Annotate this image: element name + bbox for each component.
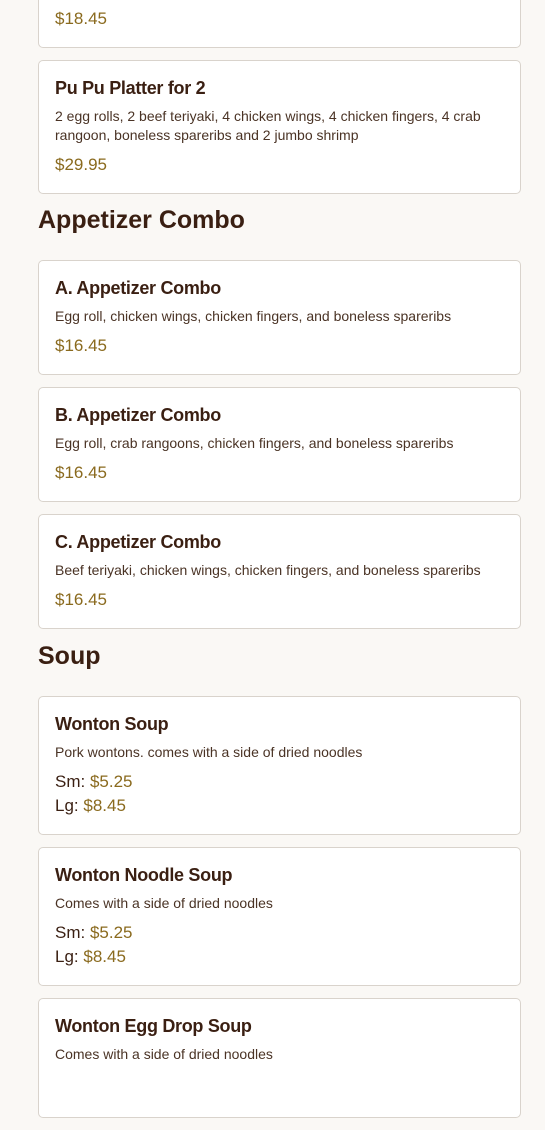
menu-item-card[interactable]	[38, 260, 521, 375]
menu-item-card[interactable]	[38, 0, 521, 48]
item-price: $16.45	[55, 590, 107, 609]
size-price-row	[55, 770, 504, 794]
menu-page	[38, 0, 521, 1130]
item-price: $29.95	[55, 155, 107, 174]
item-price: $8.45	[83, 796, 126, 815]
item-price: $8.45	[83, 947, 126, 966]
size-price-row	[55, 945, 504, 969]
menu-section-soup	[38, 641, 521, 1118]
item-name: Wonton Soup	[55, 714, 169, 734]
size-price-row	[55, 794, 504, 818]
item-price: $5.25	[89, 923, 133, 942]
size-label: Lg:	[55, 947, 79, 966]
item-price: $16.45	[55, 336, 107, 355]
item-description: 2 egg rolls, 2 beef teriyaki, 4 chicken wings, 4 chicken fingers, 4 crab rangoon, boneless spareribs and 2 jumbo shrimp	[55, 108, 481, 143]
item-name: A. Appetizer Combo	[55, 278, 221, 298]
menu-item-card[interactable]	[38, 387, 521, 502]
size-label: Sm:	[55, 923, 86, 942]
item-description: Pork wontons. comes with a side of dried noodles	[55, 744, 363, 760]
item-name: C. Appetizer Combo	[55, 532, 221, 552]
size-price-row	[55, 921, 504, 945]
menu-item-card[interactable]	[38, 60, 521, 194]
menu-section-platters	[38, 0, 521, 194]
menu-item-card[interactable]	[38, 696, 521, 835]
menu-item-card[interactable]	[38, 514, 521, 629]
item-description: Egg roll, crab rangoons, chicken fingers, and boneless spareribs	[55, 435, 454, 451]
item-price: $5.25	[89, 772, 133, 791]
menu-item-card[interactable]	[38, 847, 521, 986]
item-description: Beef teriyaki, chicken wings, chicken fingers, and boneless spareribs	[55, 562, 481, 578]
item-price: $18.45	[55, 9, 107, 28]
section-title: Soup	[38, 642, 101, 670]
size-label: Sm:	[55, 772, 86, 791]
item-description: Comes with a side of dried noodles	[55, 1046, 273, 1062]
menu-section-appetizer-combo	[38, 205, 521, 629]
item-name: B. Appetizer Combo	[55, 405, 221, 425]
menu-item-card[interactable]	[38, 998, 521, 1118]
size-label: Lg:	[55, 796, 79, 815]
item-description: Egg roll, chicken wings, chicken fingers, and boneless spareribs	[55, 308, 452, 324]
item-description: Comes with a side of dried noodles	[55, 895, 273, 911]
item-name: Wonton Egg Drop Soup	[55, 1016, 252, 1036]
item-name: Wonton Noodle Soup	[55, 865, 233, 885]
item-name: Pu Pu Platter for 2	[55, 78, 206, 98]
item-price: $16.45	[55, 463, 107, 482]
section-title: Appetizer Combo	[38, 206, 245, 234]
